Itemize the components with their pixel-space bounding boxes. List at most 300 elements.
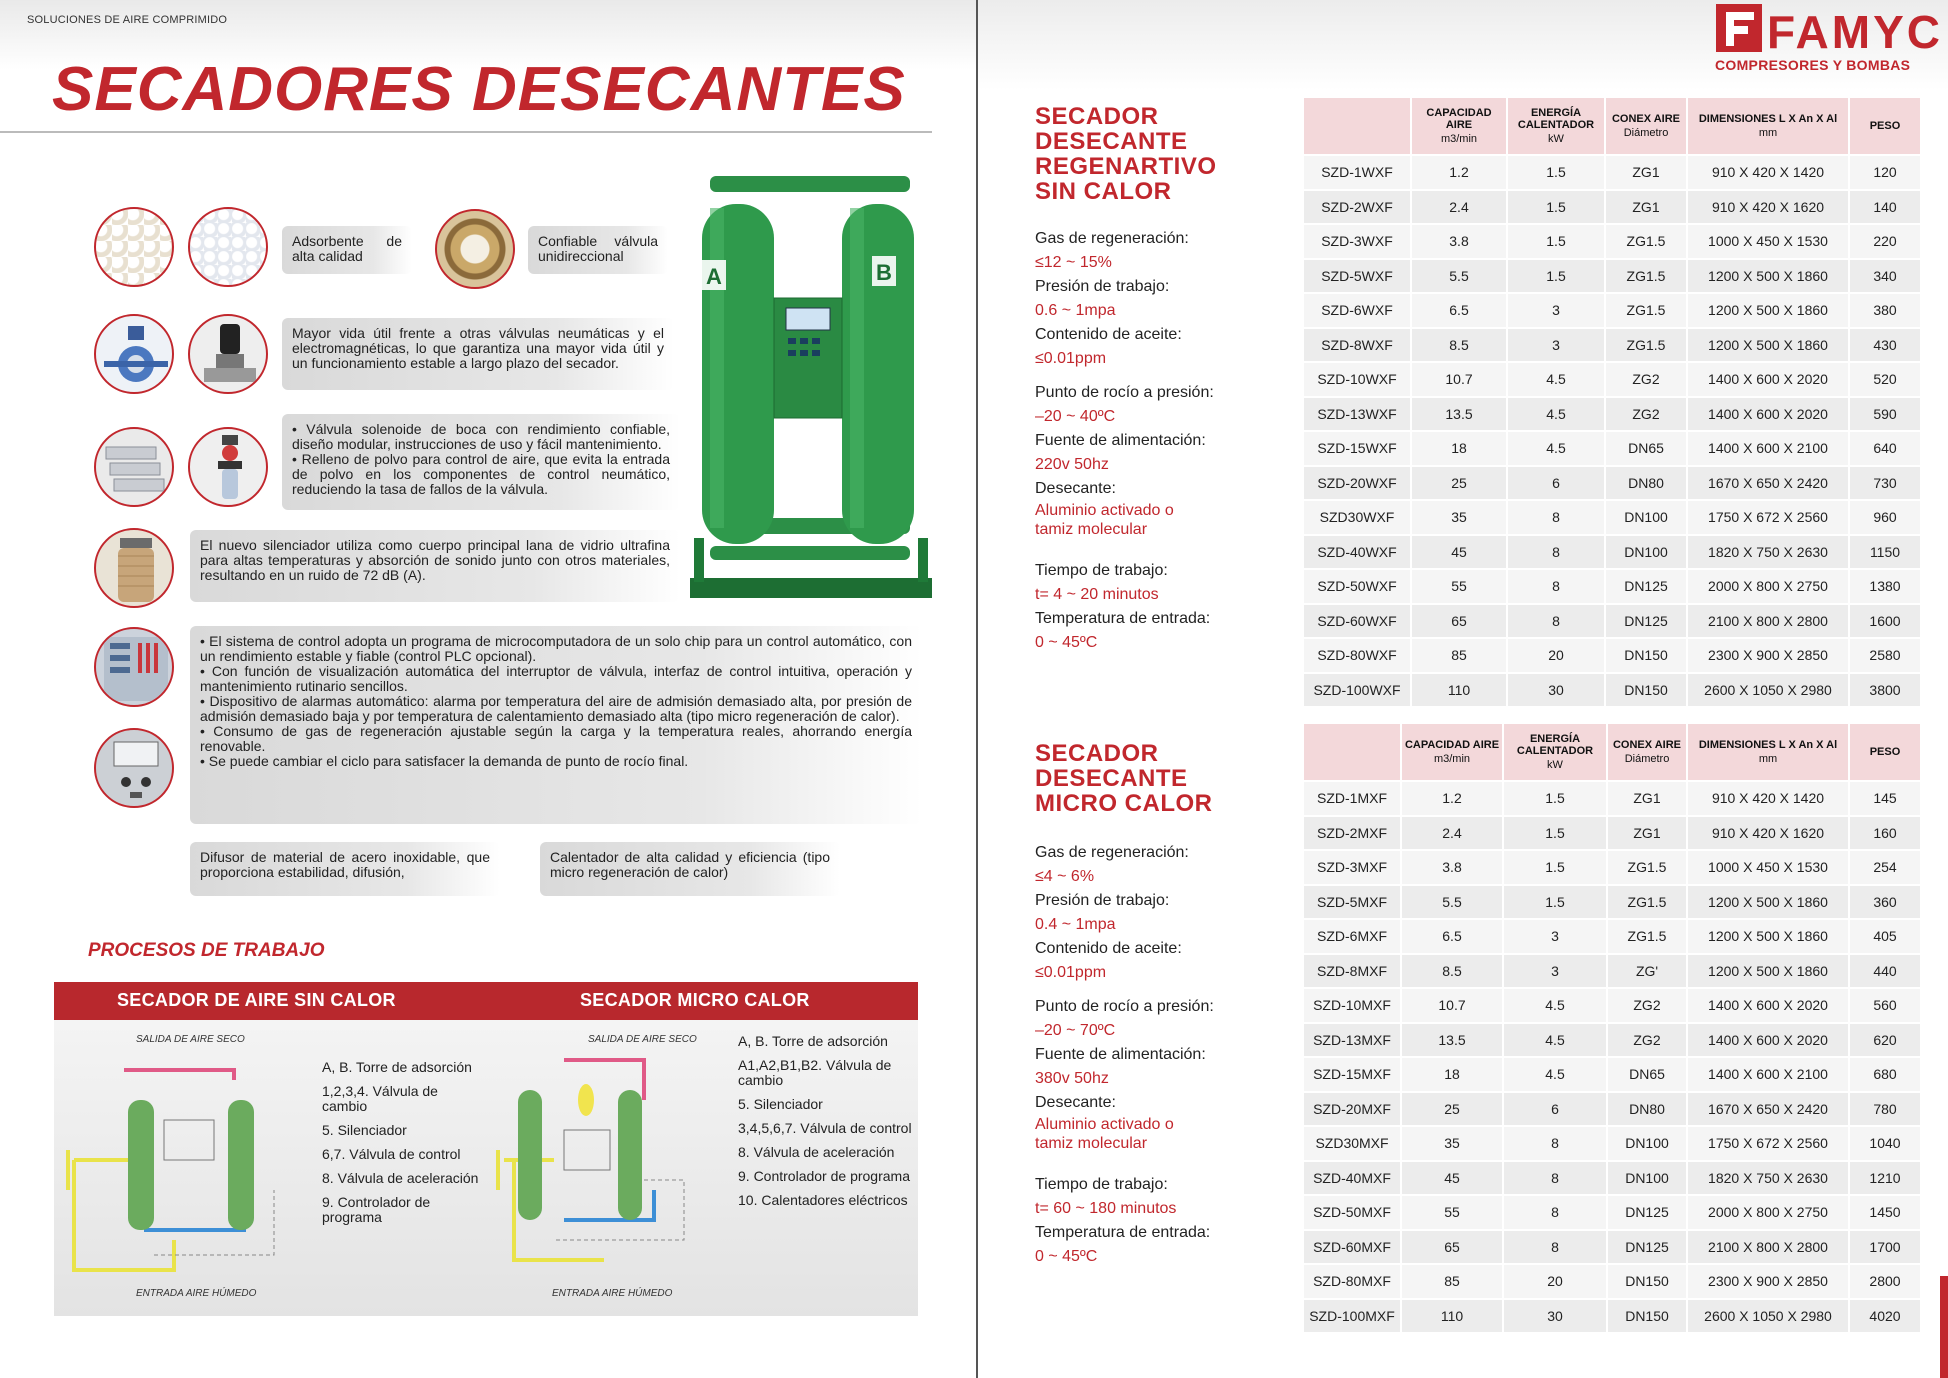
tower-a-label: A	[706, 264, 722, 289]
desiccant-beads-image	[94, 207, 174, 287]
legend-item: A, B. Torre de adsorción	[322, 1059, 472, 1075]
section2-title-line: MICRO CALOR	[1035, 790, 1213, 817]
table-cell: 4.5	[1504, 1058, 1606, 1091]
table-row	[1304, 467, 1920, 500]
model-cell: SZD-100WXF	[1304, 674, 1410, 707]
table-cell: ZG1.5	[1606, 225, 1686, 258]
legend-item: 5. Silenciador	[322, 1122, 407, 1138]
table-cell: 1400 X 600 X 2020	[1688, 398, 1848, 431]
page-title: SECADORES DESECANTES	[52, 55, 906, 124]
model-cell: SZD-2WXF	[1304, 191, 1410, 224]
feature-adsorbente: Adsorbente de alta calidad	[282, 226, 412, 274]
spec-value: –20 ~ 40ºC	[1035, 408, 1116, 425]
table-cell: 2.4	[1402, 817, 1502, 850]
table-cell: 20	[1504, 1265, 1606, 1298]
band-label-sin-calor: SECADOR DE AIRE SIN CALOR	[117, 990, 396, 1010]
feature-vida-util: Mayor vida útil frente a otras válvulas neumáticas y el electromagnéticas, lo que garantiza una mayor vida útil y un funcionamiento estable a largo plazo del secador.	[282, 318, 674, 390]
table-cell: 1200 X 500 X 1860	[1688, 294, 1848, 327]
table-cell: 1820 X 750 X 2630	[1688, 536, 1848, 569]
table-cell: 1400 X 600 X 2100	[1688, 1058, 1848, 1091]
table-cell: 1.5	[1504, 817, 1606, 850]
model-cell: SZD-60MXF	[1304, 1231, 1400, 1264]
legend-item: 10. Calentadores eléctricos	[738, 1192, 908, 1208]
table-cell: 360	[1850, 886, 1920, 919]
spec-value: t= 60 ~ 180 minutos	[1035, 1200, 1177, 1217]
spec-label: Contenido de aceite:	[1035, 326, 1182, 343]
table-row	[1304, 1127, 1920, 1160]
header-conex: CONEX AIRE Diámetro	[1606, 98, 1686, 154]
table-cell: 3	[1508, 329, 1604, 362]
table-cell: 910 X 420 X 1420	[1688, 156, 1848, 189]
table-cell: 3	[1504, 955, 1606, 988]
spec-value: 0 ~ 45ºC	[1035, 634, 1098, 651]
table-cell: 8	[1504, 1162, 1606, 1195]
table-cell: 85	[1412, 639, 1506, 672]
table-cell: 55	[1412, 570, 1506, 603]
legend-item: 6,7. Válvula de control	[322, 1146, 461, 1162]
table-cell: 1750 X 672 X 2560	[1688, 501, 1848, 534]
table-row	[1304, 1300, 1920, 1333]
table-cell: ZG1	[1606, 191, 1686, 224]
table-cell: 960	[1850, 501, 1920, 534]
process-diagrams	[54, 1020, 918, 1316]
table-cell: 65	[1412, 605, 1506, 638]
spec-label: Fuente de alimentación:	[1035, 1046, 1206, 1063]
table-cell: 1.5	[1504, 886, 1606, 919]
spec-label: Punto de rocío a presión:	[1035, 384, 1214, 401]
table-cell: 1450	[1850, 1196, 1920, 1229]
table-cell: 2.4	[1412, 191, 1506, 224]
table-row	[1304, 605, 1920, 638]
table-row	[1304, 1162, 1920, 1195]
table-cell: 590	[1850, 398, 1920, 431]
table-cell: 430	[1850, 329, 1920, 362]
table-cell: 440	[1850, 955, 1920, 988]
table-cell: 1.5	[1504, 851, 1606, 884]
model-cell: SZD-20MXF	[1304, 1093, 1400, 1126]
table-cell: 2000 X 800 X 2750	[1688, 1196, 1848, 1229]
spec-label: Punto de rocío a presión:	[1035, 998, 1214, 1015]
table-cell: 1400 X 600 X 2020	[1688, 363, 1848, 396]
section1-specs	[1035, 227, 1214, 655]
table-cell: 640	[1850, 432, 1920, 465]
legend-item: 9. Controlador de programa	[322, 1194, 431, 1225]
table-cell: 1600	[1850, 605, 1920, 638]
air-filter-image	[188, 427, 268, 507]
table-cell: 1400 X 600 X 2100	[1688, 432, 1848, 465]
section1-title-line: REGENARTIVO	[1035, 153, 1217, 180]
spec-value: –20 ~ 70ºC	[1035, 1022, 1116, 1039]
spec-label: Presión de trabajo:	[1035, 278, 1170, 295]
table-row	[1304, 1058, 1920, 1091]
control-item-5: • Se puede cambiar el ciclo para satisfacer la demanda de punto de rocío final.	[200, 753, 689, 769]
table-cell: 1.5	[1508, 260, 1604, 293]
spec-label: Gas de regeneración:	[1035, 844, 1189, 861]
white-beads-image	[188, 207, 268, 287]
table-cell: 1200 X 500 X 1860	[1688, 886, 1848, 919]
model-cell: SZD-6WXF	[1304, 294, 1410, 327]
table-cell: 380	[1850, 294, 1920, 327]
spec-label: Temperatura de entrada:	[1035, 1224, 1211, 1241]
table-row	[1304, 1024, 1920, 1057]
process-title: PROCESOS DE TRABAJO	[88, 940, 325, 961]
spec-value: Aluminio activado o tamiz molecular	[1035, 502, 1174, 538]
title-divider	[0, 131, 932, 133]
model-cell: SZD-1WXF	[1304, 156, 1410, 189]
table-cell: DN150	[1606, 674, 1686, 707]
table-cell: 8.5	[1412, 329, 1506, 362]
table-cell: 160	[1850, 817, 1920, 850]
brand-subtitle: COMPRESORES Y BOMBAS	[1715, 57, 1911, 73]
table-cell: 1000 X 450 X 1530	[1688, 225, 1848, 258]
table-cell: 8.5	[1402, 955, 1502, 988]
feature-solenoide	[282, 414, 680, 510]
spec-label: Gas de regeneración:	[1035, 230, 1189, 247]
table-row	[1304, 920, 1920, 953]
table-row	[1304, 989, 1920, 1022]
spec-label: Tiempo de trabajo:	[1035, 1176, 1168, 1193]
table-cell: ZG1	[1608, 782, 1686, 815]
spec-label: Tiempo de trabajo:	[1035, 562, 1168, 579]
model-cell: SZD-3MXF	[1304, 851, 1400, 884]
table-row	[1304, 432, 1920, 465]
diagram-micro-calor	[494, 1040, 744, 1290]
table-cell: 2300 X 900 X 2850	[1688, 1265, 1848, 1298]
table-row	[1304, 191, 1920, 224]
table-row	[1304, 398, 1920, 431]
section2-title	[1035, 741, 1212, 816]
spec-label: Fuente de alimentación:	[1035, 432, 1206, 449]
legend-item: 5. Silenciador	[738, 1096, 823, 1112]
model-cell: SZD-15MXF	[1304, 1058, 1400, 1091]
legend-item: 8. Válvula de aceleración	[322, 1170, 479, 1186]
table-cell: 620	[1850, 1024, 1920, 1057]
table-cell: DN100	[1608, 1162, 1686, 1195]
table-cell: 1400 X 600 X 2020	[1688, 1024, 1848, 1057]
table-cell: 8	[1504, 1196, 1606, 1229]
model-cell: SZD-40MXF	[1304, 1162, 1400, 1195]
table-cell: 2600 X 1050 X 2980	[1688, 674, 1848, 707]
table-cell: 520	[1850, 363, 1920, 396]
model-cell: SZD-80MXF	[1304, 1265, 1400, 1298]
table-cell: 254	[1850, 851, 1920, 884]
table-row	[1304, 363, 1920, 396]
header-dimensiones: DIMENSIONES L X An X Al mm	[1688, 724, 1848, 780]
table-cell: 1040	[1850, 1127, 1920, 1160]
table-cell: 405	[1850, 920, 1920, 953]
table-row	[1304, 329, 1920, 362]
table-cell: ZG2	[1606, 363, 1686, 396]
table-cell: 110	[1402, 1300, 1502, 1333]
table-cell: DN150	[1606, 639, 1686, 672]
model-cell: SZD-1MXF	[1304, 782, 1400, 815]
table-cell: 2800	[1850, 1265, 1920, 1298]
table-cell: 55	[1402, 1196, 1502, 1229]
table-row	[1304, 570, 1920, 603]
table-row	[1304, 674, 1920, 707]
table-cell: 3800	[1850, 674, 1920, 707]
table-cell: 1.5	[1508, 191, 1604, 224]
table-row	[1304, 1196, 1920, 1229]
header-model	[1304, 98, 1410, 154]
table-cell: ZG1.5	[1608, 851, 1686, 884]
table-cell: 2100 X 800 X 2800	[1688, 1231, 1848, 1264]
table-cell: 65	[1402, 1231, 1502, 1264]
table-cell: 4.5	[1508, 398, 1604, 431]
model-cell: SZD-2MXF	[1304, 817, 1400, 850]
table-cell: 910 X 420 X 1620	[1688, 817, 1848, 850]
table-cell: ZG1.5	[1606, 260, 1686, 293]
table-cell: 730	[1850, 467, 1920, 500]
table-cell: 45	[1412, 536, 1506, 569]
control-item-2: • Con función de visualización automática del interruptor de válvula, interfaz de control intuitiva, operación y mantenimiento rutinario sencillos.	[200, 663, 912, 694]
table-cell: ZG2	[1608, 1024, 1686, 1057]
spec-table-micro-calor	[1302, 722, 1922, 1334]
model-cell: SZD-8WXF	[1304, 329, 1410, 362]
model-cell: SZD-15WXF	[1304, 432, 1410, 465]
section-header: SOLUCIONES DE AIRE COMPRIMIDO	[27, 14, 228, 26]
model-cell: SZD-10WXF	[1304, 363, 1410, 396]
table-row	[1304, 501, 1920, 534]
table-cell: 25	[1412, 467, 1506, 500]
header-dimensiones: DIMENSIONES L X An X Al mm	[1688, 98, 1848, 154]
section1-title-line: DESECANTE	[1035, 128, 1188, 155]
table-cell: 10.7	[1402, 989, 1502, 1022]
spec-value: ≤12 ~ 15%	[1035, 254, 1112, 271]
spec-label: Desecante:	[1035, 480, 1116, 497]
table-cell: 4.5	[1508, 432, 1604, 465]
salida-label-left: SALIDA DE AIRE SECO	[136, 1034, 245, 1045]
spec-label: Presión de trabajo:	[1035, 892, 1170, 909]
section1-title	[1035, 104, 1217, 204]
legend-item: 8. Válvula de aceleración	[738, 1144, 895, 1160]
table-cell: 8	[1504, 1127, 1606, 1160]
spec-label: Desecante:	[1035, 1094, 1116, 1111]
table-cell: ZG1.5	[1608, 920, 1686, 953]
table-cell: 680	[1850, 1058, 1920, 1091]
header-capacidad: CAPACIDAD AIRE m3/min	[1412, 98, 1506, 154]
table-cell: 1670 X 650 X 2420	[1688, 1093, 1848, 1126]
page-edge-mark	[1940, 1276, 1948, 1378]
table-cell: 1380	[1850, 570, 1920, 603]
table-cell: 8	[1508, 536, 1604, 569]
table-cell: 1750 X 672 X 2560	[1688, 1127, 1848, 1160]
header-model	[1304, 724, 1400, 780]
table-row	[1304, 851, 1920, 884]
section2-title-line: SECADOR	[1035, 740, 1159, 767]
table-cell: DN125	[1608, 1196, 1686, 1229]
header-peso: PESO	[1850, 98, 1920, 154]
spec-value: 0.6 ~ 1mpa	[1035, 302, 1116, 319]
table-cell: 4.5	[1504, 1024, 1606, 1057]
salida-label-right: SALIDA DE AIRE SECO	[588, 1034, 697, 1045]
model-cell: SZD-50WXF	[1304, 570, 1410, 603]
model-cell: SZD-3WXF	[1304, 225, 1410, 258]
model-cell: SZD-13MXF	[1304, 1024, 1400, 1057]
table-cell: 2580	[1850, 639, 1920, 672]
header-conex: CONEX AIRE Diámetro	[1608, 724, 1686, 780]
table-cell: DN100	[1608, 1127, 1686, 1160]
table-cell: 1.5	[1504, 782, 1606, 815]
legend-micro-calor	[738, 1034, 914, 1217]
legend-item: 9. Controlador de programa	[738, 1168, 910, 1184]
page-spine	[976, 0, 978, 1378]
table-cell: 110	[1412, 674, 1506, 707]
table-cell: ZG1.5	[1606, 294, 1686, 327]
legend-item: 1,2,3,4. Válvula de cambio	[322, 1083, 438, 1114]
table-cell: 13.5	[1412, 398, 1506, 431]
table-row	[1304, 639, 1920, 672]
table-cell: 560	[1850, 989, 1920, 1022]
table-cell: ZG1.5	[1608, 886, 1686, 919]
feature-valvula: Confiable válvula unidireccional	[528, 226, 668, 274]
table-cell: 18	[1412, 432, 1506, 465]
table-cell: DN125	[1608, 1231, 1686, 1264]
table-cell: 910 X 420 X 1620	[1688, 191, 1848, 224]
feature-control	[190, 626, 922, 824]
table-cell: 910 X 420 X 1420	[1688, 782, 1848, 815]
table-cell: 2300 X 900 X 2850	[1688, 639, 1848, 672]
model-cell: SZD-80WXF	[1304, 639, 1410, 672]
table-cell: 4020	[1850, 1300, 1920, 1333]
table-cell: 2600 X 1050 X 2980	[1688, 1300, 1848, 1333]
control-item-1: • El sistema de control adopta un programa de microcomputadora de un solo chip para un control automático, con un rendimiento estable y fiable (control PLC opcional).	[200, 633, 912, 664]
table-cell: ZG2	[1606, 398, 1686, 431]
table-cell: 25	[1402, 1093, 1502, 1126]
model-cell: SZD-60WXF	[1304, 605, 1410, 638]
table-cell: 5.5	[1402, 886, 1502, 919]
control-item-3: • Dispositivo de alarmas automático: alarma por temperatura del aire de admisión demasiado alta, por presión de admisión demasiado baja y por temperatura de calentamiento demasiado alta (tipo micro regeneración de calor).	[200, 693, 912, 724]
spec-value: 380v 50hz	[1035, 1070, 1109, 1087]
table-cell: 30	[1508, 674, 1604, 707]
table-cell: 1700	[1850, 1231, 1920, 1264]
solenoid-block-image	[94, 427, 174, 507]
table-cell: ZG'	[1608, 955, 1686, 988]
spec-value: 220v 50hz	[1035, 456, 1109, 473]
solenoide-item-1: • Válvula solenoide de boca con rendimiento confiable, diseño modular, instrucciones de uso y fácil mantenimiento.	[292, 421, 670, 452]
model-cell: SZD30MXF	[1304, 1127, 1400, 1160]
angle-valve-image	[188, 314, 268, 394]
table-row	[1304, 260, 1920, 293]
table-row	[1304, 294, 1920, 327]
brand-logo: FAMYC	[1767, 6, 1943, 58]
model-cell: SZD-20WXF	[1304, 467, 1410, 500]
table-cell: 6.5	[1412, 294, 1506, 327]
table-cell: 1820 X 750 X 2630	[1688, 1162, 1848, 1195]
table-cell: 13.5	[1402, 1024, 1502, 1057]
table-cell: 85	[1402, 1265, 1502, 1298]
header-peso: PESO	[1850, 724, 1920, 780]
table-cell: 1000 X 450 X 1530	[1688, 851, 1848, 884]
check-valve-image	[435, 209, 515, 289]
table-cell: 4.5	[1504, 989, 1606, 1022]
spec-value: Aluminio activado o tamiz molecular	[1035, 1116, 1174, 1152]
control-item-4: • Consumo de gas de regeneración ajustable según la carga y la temperatura reales, ahorrando energía renovable.	[200, 723, 912, 754]
header-energia: ENERGÍA CALENTADOR kW	[1504, 724, 1606, 780]
spec-value: 0 ~ 45ºC	[1035, 1248, 1098, 1265]
table-cell: 10.7	[1412, 363, 1506, 396]
table-cell: 1210	[1850, 1162, 1920, 1195]
table-cell: 3	[1504, 920, 1606, 953]
model-cell: SZD-5WXF	[1304, 260, 1410, 293]
table-row	[1304, 817, 1920, 850]
table-cell: 1670 X 650 X 2420	[1688, 467, 1848, 500]
table-row	[1304, 1231, 1920, 1264]
butterfly-valve-image	[94, 314, 174, 394]
table-row	[1304, 1265, 1920, 1298]
feature-difusor: Difusor de material de acero inoxidable, que proporciona estabilidad, difusión,	[190, 842, 500, 896]
table-cell: 1200 X 500 X 1860	[1688, 955, 1848, 988]
model-cell: SZD-40WXF	[1304, 536, 1410, 569]
feature-calentador: Calentador de alta calidad y eficiencia (tipo micro regeneración de calor)	[540, 842, 840, 896]
table-cell: 140	[1850, 191, 1920, 224]
silencer-image	[94, 528, 174, 608]
header-energia: ENERGÍA CALENTADOR kW	[1508, 98, 1604, 154]
table-cell: 1.5	[1508, 225, 1604, 258]
solenoide-item-2: • Relleno de polvo para control de aire, que evita la entrada de polvo en los componentes de control neumático, reduciendo la tasa de fallos de la válvula.	[292, 451, 670, 497]
table-cell: 8	[1508, 605, 1604, 638]
table-cell: 35	[1412, 501, 1506, 534]
desiccant-dryer-image	[690, 168, 932, 606]
table-cell: DN80	[1608, 1093, 1686, 1126]
table-cell: 8	[1508, 501, 1604, 534]
model-cell: SZD-5MXF	[1304, 886, 1400, 919]
table-cell: DN80	[1606, 467, 1686, 500]
tower-b-label: B	[876, 260, 892, 285]
spec-value: 0.4 ~ 1mpa	[1035, 916, 1116, 933]
table-cell: DN65	[1608, 1058, 1686, 1091]
table-row	[1304, 886, 1920, 919]
famyc-logo-icon	[1716, 4, 1762, 52]
band-label-micro-calor: SECADOR MICRO CALOR	[580, 990, 810, 1010]
table-cell: 120	[1850, 156, 1920, 189]
table-cell: 1150	[1850, 536, 1920, 569]
table-cell: ZG1.5	[1606, 329, 1686, 362]
spec-label: Temperatura de entrada:	[1035, 610, 1211, 627]
table-cell: 5.5	[1412, 260, 1506, 293]
legend-item: 3,4,5,6,7. Válvula de control	[738, 1120, 912, 1136]
table-cell: 20	[1508, 639, 1604, 672]
table-cell: 1200 X 500 X 1860	[1688, 329, 1848, 362]
spec-table-sin-calor	[1302, 96, 1922, 708]
table-cell: 35	[1402, 1127, 1502, 1160]
table-row	[1304, 225, 1920, 258]
table-cell: DN150	[1608, 1265, 1686, 1298]
table-row	[1304, 955, 1920, 988]
table-cell: ZG1	[1606, 156, 1686, 189]
table-cell: DN150	[1608, 1300, 1686, 1333]
model-cell: SZD30WXF	[1304, 501, 1410, 534]
table-cell: 3	[1508, 294, 1604, 327]
spec-label: Contenido de aceite:	[1035, 940, 1182, 957]
table-cell: 220	[1850, 225, 1920, 258]
table-cell: 6	[1508, 467, 1604, 500]
legend-sin-calor	[322, 1060, 482, 1234]
model-cell: SZD-50MXF	[1304, 1196, 1400, 1229]
table-cell: 6	[1504, 1093, 1606, 1126]
table-cell: 8	[1504, 1231, 1606, 1264]
section1-title-line: SECADOR	[1035, 103, 1159, 130]
table-cell: 45	[1402, 1162, 1502, 1195]
table-cell: 3.8	[1402, 851, 1502, 884]
model-cell: SZD-13WXF	[1304, 398, 1410, 431]
table-cell: DN100	[1606, 536, 1686, 569]
table-cell: 3.8	[1412, 225, 1506, 258]
table-cell: 18	[1402, 1058, 1502, 1091]
feature-silenciador: El nuevo silenciador utiliza como cuerpo principal lana de vidrio ultrafina para altas temperaturas y absorción de sonido junto con otros materiales, resultando en un ruido de 72 dB (A).	[190, 530, 680, 602]
spec-value: ≤4 ~ 6%	[1035, 868, 1095, 885]
entrada-label-left: ENTRADA AIRE HÚMEDO	[136, 1288, 257, 1299]
